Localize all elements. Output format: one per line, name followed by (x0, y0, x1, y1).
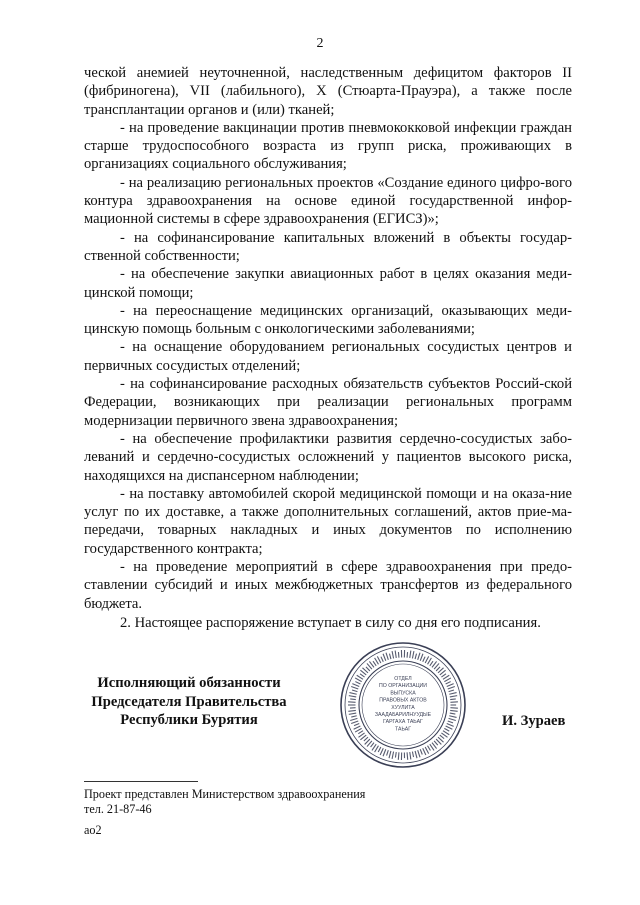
body-paragraph: - на переоснащение медицинских организаций, оказывающих меди-цинскую помощь больным с онкологическими заболеваниями; (84, 302, 572, 338)
page-number: 2 (316, 36, 324, 51)
body-paragraph: - на обеспечение профилактики развития сердечно-сосудистых забо-леваний и сердечно-сосудистых осложнений у пациентов высокого риска, находящихся на диспансерном наблюдении; (84, 430, 572, 484)
signatory-title-line-3: Республики Бурятия (120, 712, 258, 729)
body-paragraph: - на реализацию региональных проектов «Создание единого цифро-вого контура здравоохранения на основе единой государственной инфор-мационной системы в сфере здравоохранения (ЕГИСЗ)»; (84, 174, 572, 228)
body-paragraph: - на поставку автомобилей скорой медицинской помощи и на оказа-ние услуг по их доставке, а также дополнительных соглашений, актов прие-ма-передачи, товарных накладных и иных документов по исполнению государственного контракта; (84, 485, 572, 557)
document-code: ао2 (84, 823, 102, 837)
seal-text-line: ХУУЛИТА (391, 704, 415, 711)
signatory-name: И. Зураев (502, 713, 566, 729)
seal-text-line: ГАРГАХА ТАЬАГ (383, 719, 423, 726)
body-paragraph: - на обеспечение закупки авиационных работ в целях оказания меди-цинской помощи; (84, 266, 572, 301)
body-paragraph: - на софинансирование капитальных вложений в объекты государ-ственной собственности; (84, 229, 572, 264)
official-seal-stamp (338, 640, 468, 770)
body-paragraph: - на софинансирование расходных обязательств субъектов Россий-ской Федерации, возникающих при реализации региональных программ модернизации первичного звена здравоохранения; (84, 376, 572, 429)
signatory-title-line-2: Председателя Правительства (91, 693, 287, 710)
body-paragraph: - на проведение вакцинации против пневмококковой инфекции граждан старше трудоспособного возраста из групп риска, проживающих в организациях социального обслуживания; (84, 119, 572, 173)
body-text (84, 64, 572, 613)
footnote-line-1: Проект представлен Министерством здравоохранения (84, 787, 366, 801)
clause-2: 2. Настоящее распоряжение вступает в силу со дня его подписания. (120, 615, 541, 631)
seal-text-line: ОТДЕЛ (394, 676, 412, 682)
body-paragraph: - на проведение мероприятий в сфере здравоохранения при предо-ставлении субсидий и иных межбюджетных трансфертов из федерального бюджета. (84, 559, 572, 612)
seal-text-line: ТАЬАГ (394, 726, 412, 733)
body-paragraph: - на оснащение оборудованием региональных сосудистых центров и первичных сосудистых отделений; (84, 339, 572, 374)
footnote-line-2: тел. 21-87-46 (84, 801, 152, 816)
footnote (84, 787, 365, 816)
seal-text-line: ЗААДАБАРИЛНУУДЫЕ (374, 712, 432, 718)
footnote-divider (84, 781, 198, 782)
seal-text-line: ПРАВОВЫХ АКТОВ (379, 697, 427, 704)
seal-text-line: ВЫПУСКА (390, 690, 416, 697)
body-paragraph: ческой анемией неуточненной, наследственным дефицитом факторов II (фибриногена), VII (лабильного), X (Стюарта-Прауэра), а также после трансплантации органов и (или) тканей; (84, 65, 572, 118)
signatory-title (84, 674, 294, 730)
seal-text-line: ПО ОРГАНИЗАЦИИ (379, 683, 427, 690)
signatory-title-line-1: Исполняющий обязанности (97, 675, 281, 691)
